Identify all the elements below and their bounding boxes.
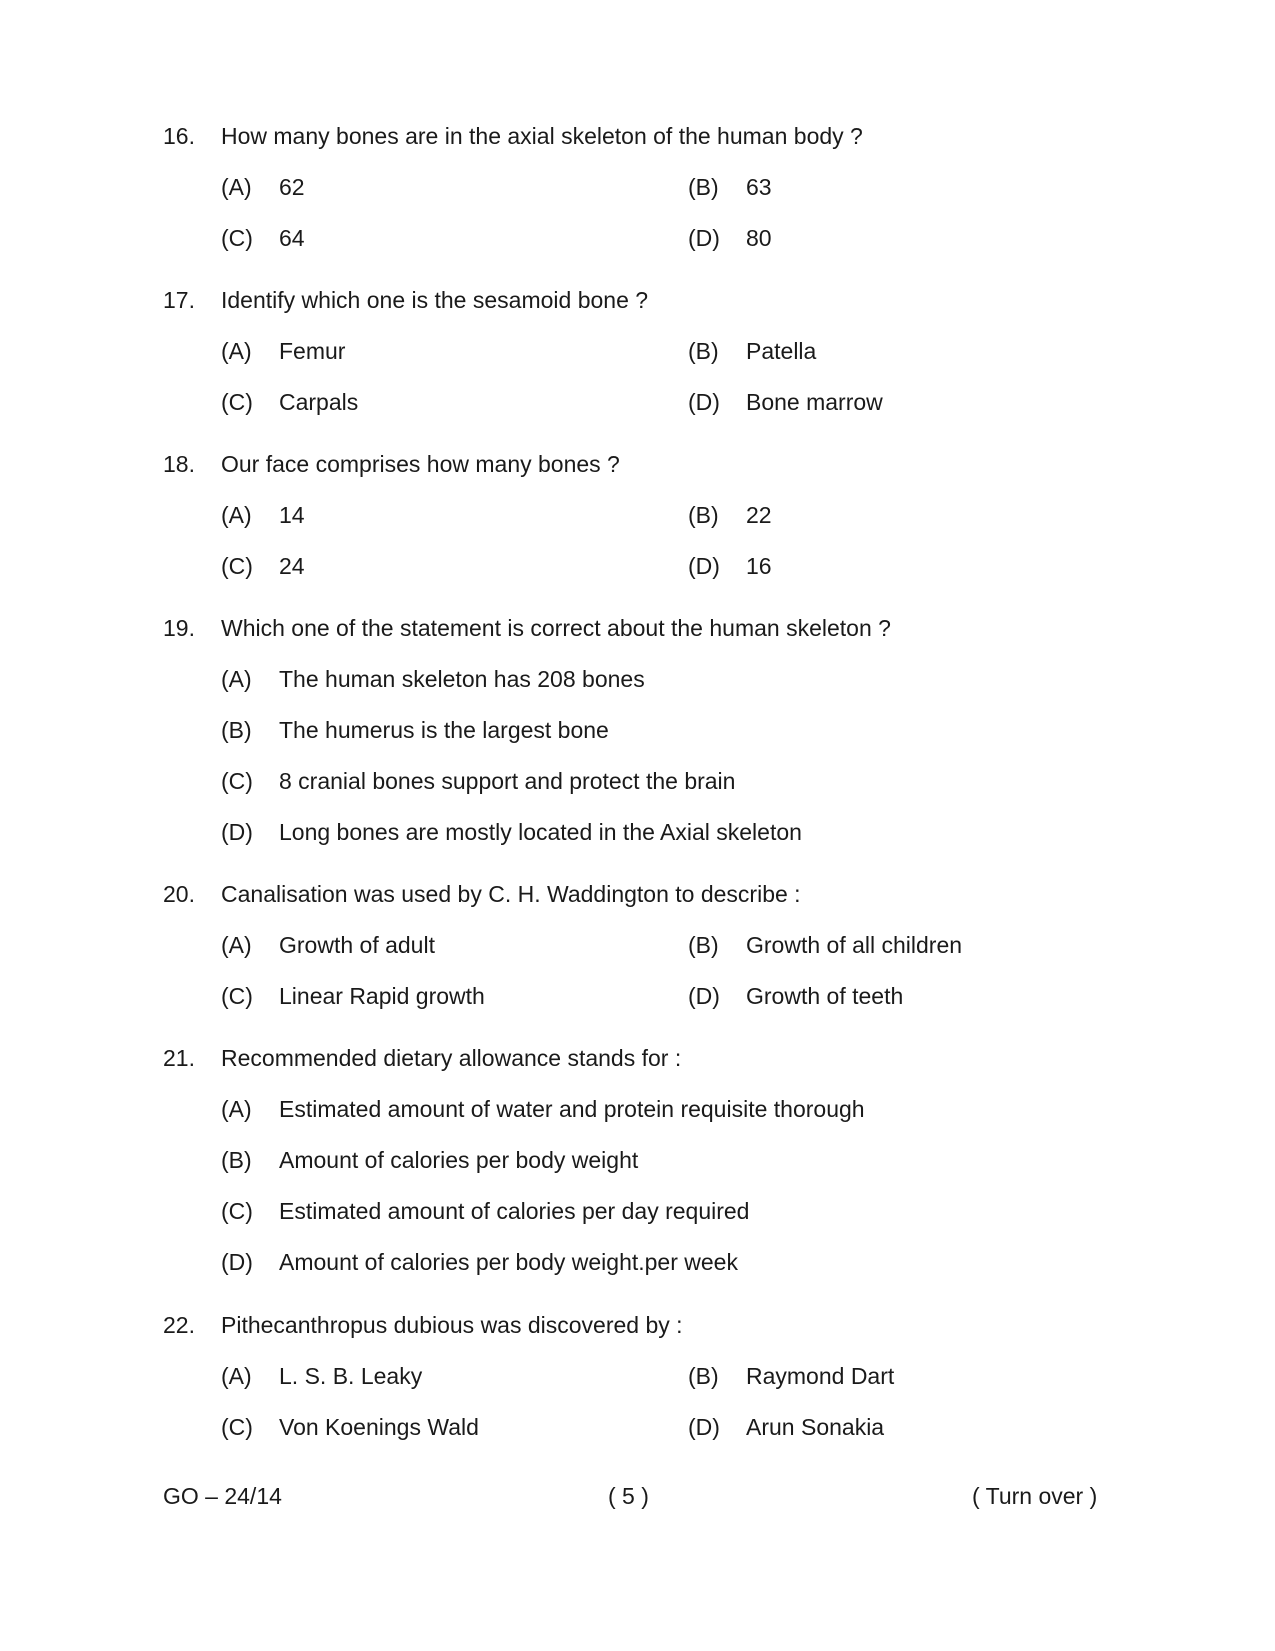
option-letter: (C) xyxy=(221,225,253,251)
option-text: Estimated amount of calories per day required xyxy=(279,1198,750,1224)
option-text: 64 xyxy=(279,225,305,251)
question-number: 16. xyxy=(163,123,195,149)
question-number: 17. xyxy=(163,287,195,313)
option-text: The human skeleton has 208 bones xyxy=(279,666,645,692)
option-text: Growth of teeth xyxy=(746,983,904,1009)
option-letter: (B) xyxy=(688,174,719,200)
question-stem xyxy=(0,121,1275,151)
question-number: 19. xyxy=(163,615,195,641)
turn-over-note: ( Turn over ) xyxy=(972,1483,1098,1509)
option-text: 16 xyxy=(746,553,772,579)
question-text: Pithecanthropus dubious was discovered by : xyxy=(221,1312,683,1338)
option-letter: (D) xyxy=(688,225,720,251)
option-text: 14 xyxy=(279,502,305,528)
question-stem xyxy=(0,613,1275,643)
option-letter: (A) xyxy=(221,666,252,692)
option-text: 62 xyxy=(279,174,305,200)
option-text: Amount of calories per body weight xyxy=(279,1147,639,1173)
question-text: Recommended dietary allowance stands for : xyxy=(221,1045,682,1071)
page-number: ( 5 ) xyxy=(608,1483,649,1509)
option-letter: (B) xyxy=(688,338,719,364)
question-text: How many bones are in the axial skeleton of the human body ? xyxy=(221,123,863,149)
option-letter: (C) xyxy=(221,389,253,415)
question-stem xyxy=(0,285,1275,315)
option-text: 63 xyxy=(746,174,772,200)
option-letter: (B) xyxy=(688,932,719,958)
option-text: Carpals xyxy=(279,389,359,415)
question-number: 18. xyxy=(163,451,195,477)
question-number: 22. xyxy=(163,1312,195,1338)
option-text: Long bones are mostly located in the Axial skeleton xyxy=(279,819,802,845)
option-text: Growth of all children xyxy=(746,932,963,958)
option-text: The humerus is the largest bone xyxy=(279,717,609,743)
question-stem xyxy=(0,1310,1275,1340)
option-text: L. S. B. Leaky xyxy=(279,1363,423,1389)
option-letter: (A) xyxy=(221,1096,252,1122)
option-text: Amount of calories per body weight.per week xyxy=(279,1249,738,1275)
option-letter: (D) xyxy=(688,553,720,579)
option-letter: (C) xyxy=(221,768,253,794)
option-text: Arun Sonakia xyxy=(746,1414,885,1440)
question-text: Which one of the statement is correct about the human skeleton ? xyxy=(221,615,891,641)
option-letter: (B) xyxy=(221,1147,252,1173)
question-text: Canalisation was used by C. H. Waddington to describe : xyxy=(221,881,801,907)
option-text: Growth of adult xyxy=(279,932,435,958)
question-stem xyxy=(0,449,1275,479)
question-number: 21. xyxy=(163,1045,195,1071)
question-stem xyxy=(0,1043,1275,1073)
option-letter: (A) xyxy=(221,502,252,528)
option-letter: (A) xyxy=(221,1363,252,1389)
option-letter: (A) xyxy=(221,932,252,958)
option-letter: (D) xyxy=(221,1249,253,1275)
option-letter: (B) xyxy=(221,717,252,743)
question-text: Our face comprises how many bones ? xyxy=(221,451,620,477)
option-letter: (B) xyxy=(688,502,719,528)
option-text: 8 cranial bones support and protect the brain xyxy=(279,768,736,794)
question-stem xyxy=(0,879,1275,909)
option-letter: (B) xyxy=(688,1363,719,1389)
option-letter: (D) xyxy=(688,389,720,415)
question-text: Identify which one is the sesamoid bone ? xyxy=(221,287,649,313)
option-letter: (C) xyxy=(221,983,253,1009)
option-letter: (D) xyxy=(688,983,720,1009)
option-text: Von Koenings Wald xyxy=(279,1414,479,1440)
option-letter: (C) xyxy=(221,553,253,579)
option-text: Linear Rapid growth xyxy=(279,983,485,1009)
option-text: Bone marrow xyxy=(746,389,883,415)
option-letter: (A) xyxy=(221,338,252,364)
paper-code: GO – 24/14 xyxy=(163,1483,282,1509)
option-letter: (D) xyxy=(221,819,253,845)
option-letter: (D) xyxy=(688,1414,720,1440)
question-number: 20. xyxy=(163,881,195,907)
option-text: Patella xyxy=(746,338,817,364)
option-letter: (C) xyxy=(221,1198,253,1224)
option-letter: (C) xyxy=(221,1414,253,1440)
option-text: Raymond Dart xyxy=(746,1363,895,1389)
option-text: Femur xyxy=(279,338,346,364)
option-text: Estimated amount of water and protein requisite thorough xyxy=(279,1096,865,1122)
option-text: 80 xyxy=(746,225,772,251)
option-text: 22 xyxy=(746,502,772,528)
option-letter: (A) xyxy=(221,174,252,200)
option-text: 24 xyxy=(279,553,305,579)
